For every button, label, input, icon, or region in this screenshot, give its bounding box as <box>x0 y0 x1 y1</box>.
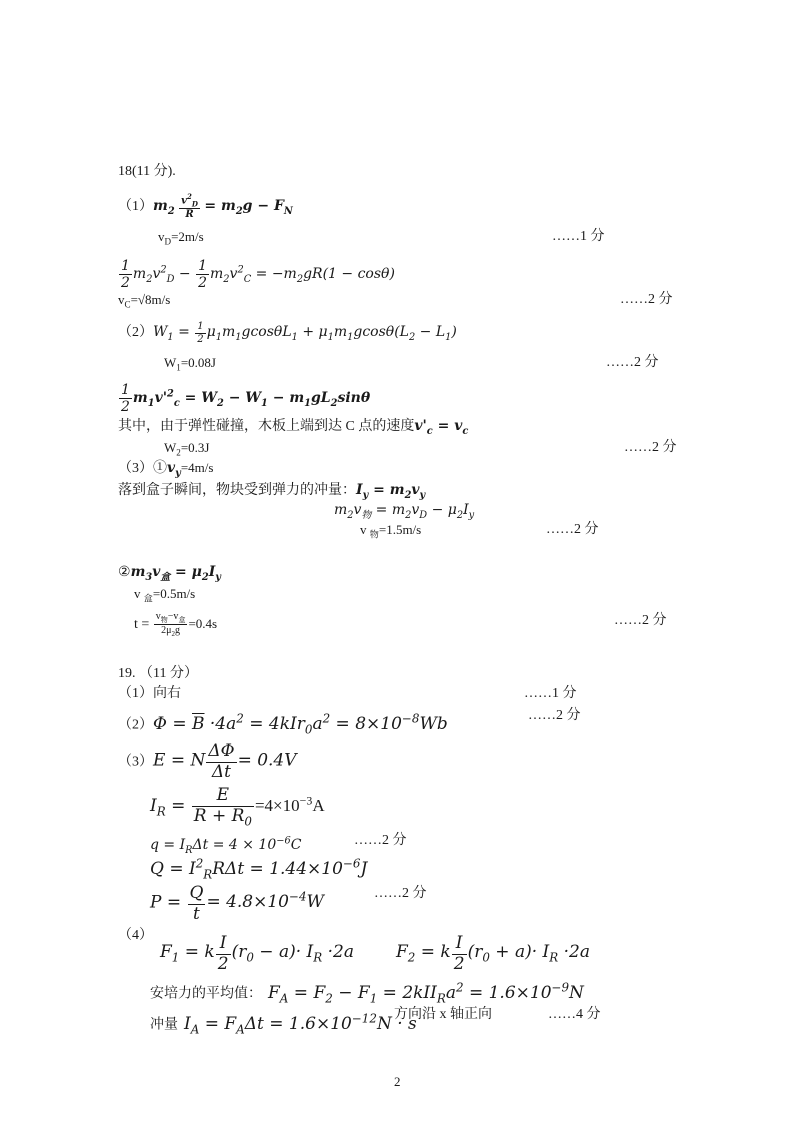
circled-two: ② <box>118 565 131 580</box>
score-q18-vD: ……1 分 <box>552 229 605 244</box>
score-q19-charge: ……2 分 <box>354 833 407 848</box>
q18-note: 其中，由于弹性碰撞，木板上端到达 C 点的速度$v'_c = v_c$ <box>118 418 469 437</box>
q18-part1-equation: $(1)m_2$ $\frac{v^2_D}{R}$ = $m_2g - F_N$ <box>118 192 293 221</box>
circled-one: ① <box>153 461 167 476</box>
score-q18-time: ……2 分 <box>614 613 667 628</box>
q18-part2-label: （2） <box>118 325 153 341</box>
q19-part3-label: （3） <box>118 754 153 770</box>
q18-v-wu: v $_物$=1.5m/s <box>360 522 422 540</box>
score-q19-power: ……2 分 <box>374 886 427 901</box>
q18-v-he: v $_盒$=0.5m/s <box>134 586 196 604</box>
score-q18-W2: ……2 分 <box>624 440 677 455</box>
q18-time: t = $\frac{v_物-v_盒}{2\mu_2g}$ =0.4s <box>134 611 218 639</box>
q18-part1-label: （1） <box>118 199 153 215</box>
q18-heading: 18(11 分). <box>118 164 176 179</box>
q18-work-equation: $\frac{1}{2}$ $m_1v'^2_c = W_2 - W_1 - m_1gL_2\sin\theta$ <box>121 382 371 416</box>
page-number: 2 <box>394 1074 401 1089</box>
score-q19-impulse: ……4 分 <box>548 1007 601 1022</box>
q19-part2: $(2)\Phi = \overline{B} \cdot 4a^2 = 4kIr_0a^2 = 8\times 10^{-8}Wb$ <box>118 711 448 737</box>
score-q18-vC: ……2 分 <box>620 292 673 307</box>
score-q19-part2: ……2 分 <box>528 708 581 723</box>
impulse-label: 冲量 <box>150 1017 178 1033</box>
q19-part1: （1）向右 <box>118 686 181 701</box>
q19-part3-emf: （3）E = N $\frac{\Delta\Phi}{\Delta t}$ = 0.4V <box>118 741 297 782</box>
q19-impulse: 冲量 $I_A = F_A\Delta t = 1.6\times 10^{-12}N \cdot s$ <box>150 1011 417 1037</box>
q18-box-momentum: $②m_3v_盒 = \mu_2I_y$ <box>118 564 221 583</box>
q18-W1: $W_1=0.08J$ <box>164 355 216 373</box>
q19-current: $I_R$ = $\frac{E}{R + R_0}$ $=4\times 10^{-3}A$ <box>150 785 325 828</box>
q19-power: P = $\frac{Q}{t}$ = $4.8\times 10^{-4}W$ <box>150 883 325 924</box>
ampere-average-label: 安培力的平均值： <box>150 986 262 1002</box>
q18-part3-label: （3） <box>118 461 153 476</box>
q19-heat: $Q = I^2_RR\Delta t = 1.44\times 10^{-6}J$ <box>150 856 368 882</box>
q18-note-text: 其中，由于弹性碰撞，木板上端到达 C 点的速度 <box>118 419 415 434</box>
q18-momentum-equation: $m_2v_物 = m_2v_D - \mu_2I_y$ <box>334 502 475 521</box>
t-result: =0.4s <box>188 615 218 631</box>
score-q19-part1: ……1 分 <box>524 686 577 701</box>
q19-ampere-average: 安培力的平均值： $F_A = F_2 - F_1 = 2kII_Ra^2 = 1.6\times 10^{-9}N$ <box>150 980 584 1006</box>
q18-vD: $v_D=2m/s$ <box>158 229 204 247</box>
q18-impulse-note: 落到盒子瞬间，物块受到弹力的冲量：$I_y = m_2v_y$ <box>118 482 426 501</box>
score-q18-W1: ……2 分 <box>606 355 659 370</box>
q19-part4-label: （4） <box>118 928 153 943</box>
q19-heading: 19. （11 分） <box>118 666 198 681</box>
q19-force-F2: $F_2 = k$ $\frac{I}{2}$ $(r_0 + a)\cdot I_R \cdot 2a$ <box>396 933 590 974</box>
q19-part2-label: （2） <box>118 717 153 733</box>
impulse-note-text: 落到盒子瞬间，物块受到弹力的冲量： <box>118 483 356 498</box>
q18-W2: $W_2=0.3J$ <box>164 440 210 458</box>
q18-part3-vy: $(3)①v_y=4m/s$ <box>118 460 214 479</box>
vy-value: =4m/s <box>180 460 214 475</box>
q19-force-F1: $F_1 = k$ $\frac{I}{2}$ $(r_0 - a)\cdot I_R \cdot 2a$ <box>160 933 354 974</box>
q18-vC: $v_C=√8m/s$ <box>118 292 171 310</box>
q18-part2-equation: $(2)W_1$ = $\frac{1}{2}$ $\mu_1m_1gcos\theta L_1 + \mu_1m_1gcos\theta(L_2 - L_1)$ <box>118 321 457 345</box>
q18-energy-equation: $\frac{1}{2}$ $m_2v^2_D$ − $\frac{1}{2}$ $m_2v^2_C = -m_2gR(1 - \cos\theta)$ <box>121 258 395 292</box>
q19-direction: 方向沿 x 轴正向 <box>394 1007 492 1022</box>
score-q18-v-wu: ……2 分 <box>546 522 599 537</box>
q19-charge: $q = I_R\Delta t = 4 \times 10^{-6}C$ <box>150 835 302 856</box>
